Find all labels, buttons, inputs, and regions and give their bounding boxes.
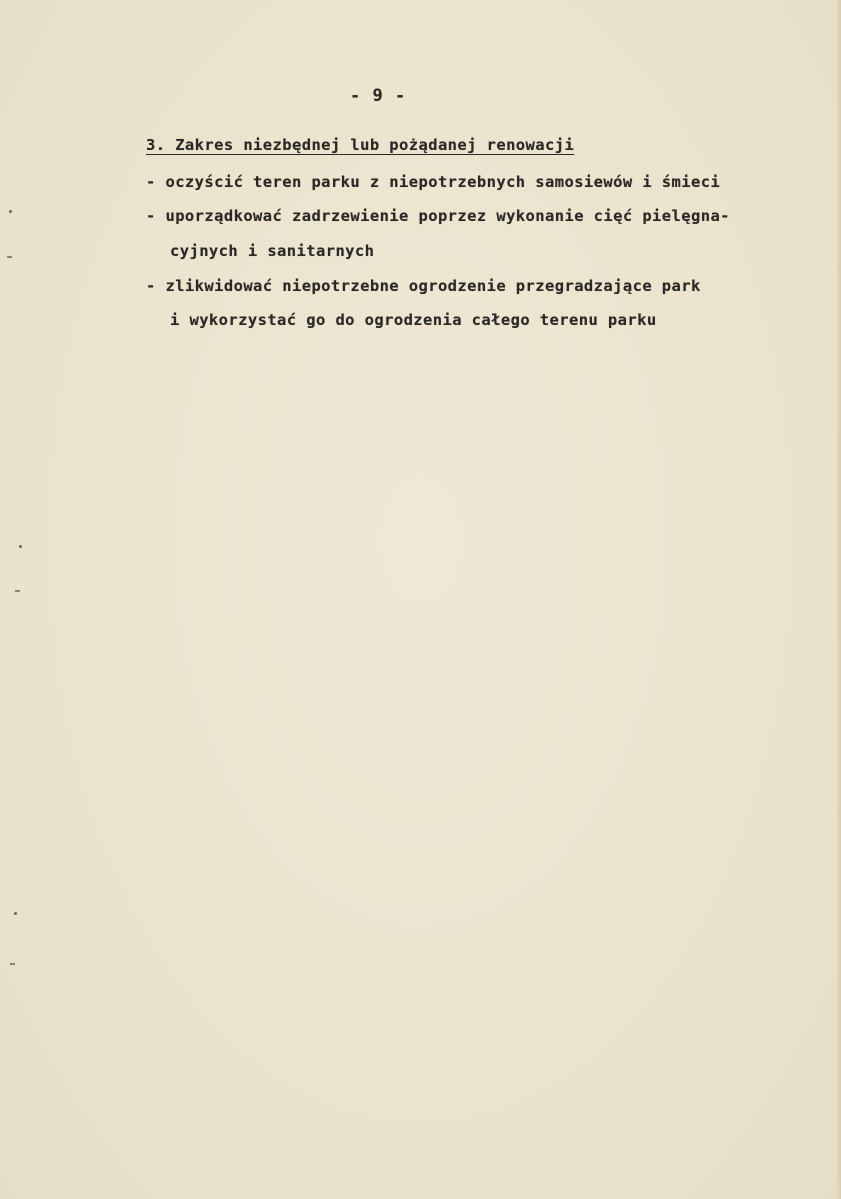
margin-punch-mark: [19, 545, 22, 548]
list-item: - oczyścić teren parku z niepotrzebnych samosiewów i śmieci: [146, 173, 721, 191]
margin-mark: [10, 963, 15, 965]
margin-mark: [15, 590, 20, 592]
list-item: - uporządkować zadrzewienie poprzez wykonanie cięć pielęgna-: [146, 207, 730, 225]
list-item-continuation: i wykorzystać go do ogrodzenia całego terenu parku: [170, 311, 657, 329]
paper-edge: [837, 0, 841, 1199]
margin-mark: [7, 256, 12, 258]
section-heading: 3. Zakres niezbędnej lub pożądanej renowacji: [146, 136, 575, 154]
page-number: - 9 -: [350, 86, 407, 106]
list-item-continuation: cyjnych i sanitarnych: [170, 242, 375, 260]
list-item: - zlikwidować niepotrzebne ogrodzenie przegradzające park: [146, 277, 701, 295]
margin-punch-mark: [9, 210, 12, 213]
margin-punch-mark: [14, 912, 17, 915]
